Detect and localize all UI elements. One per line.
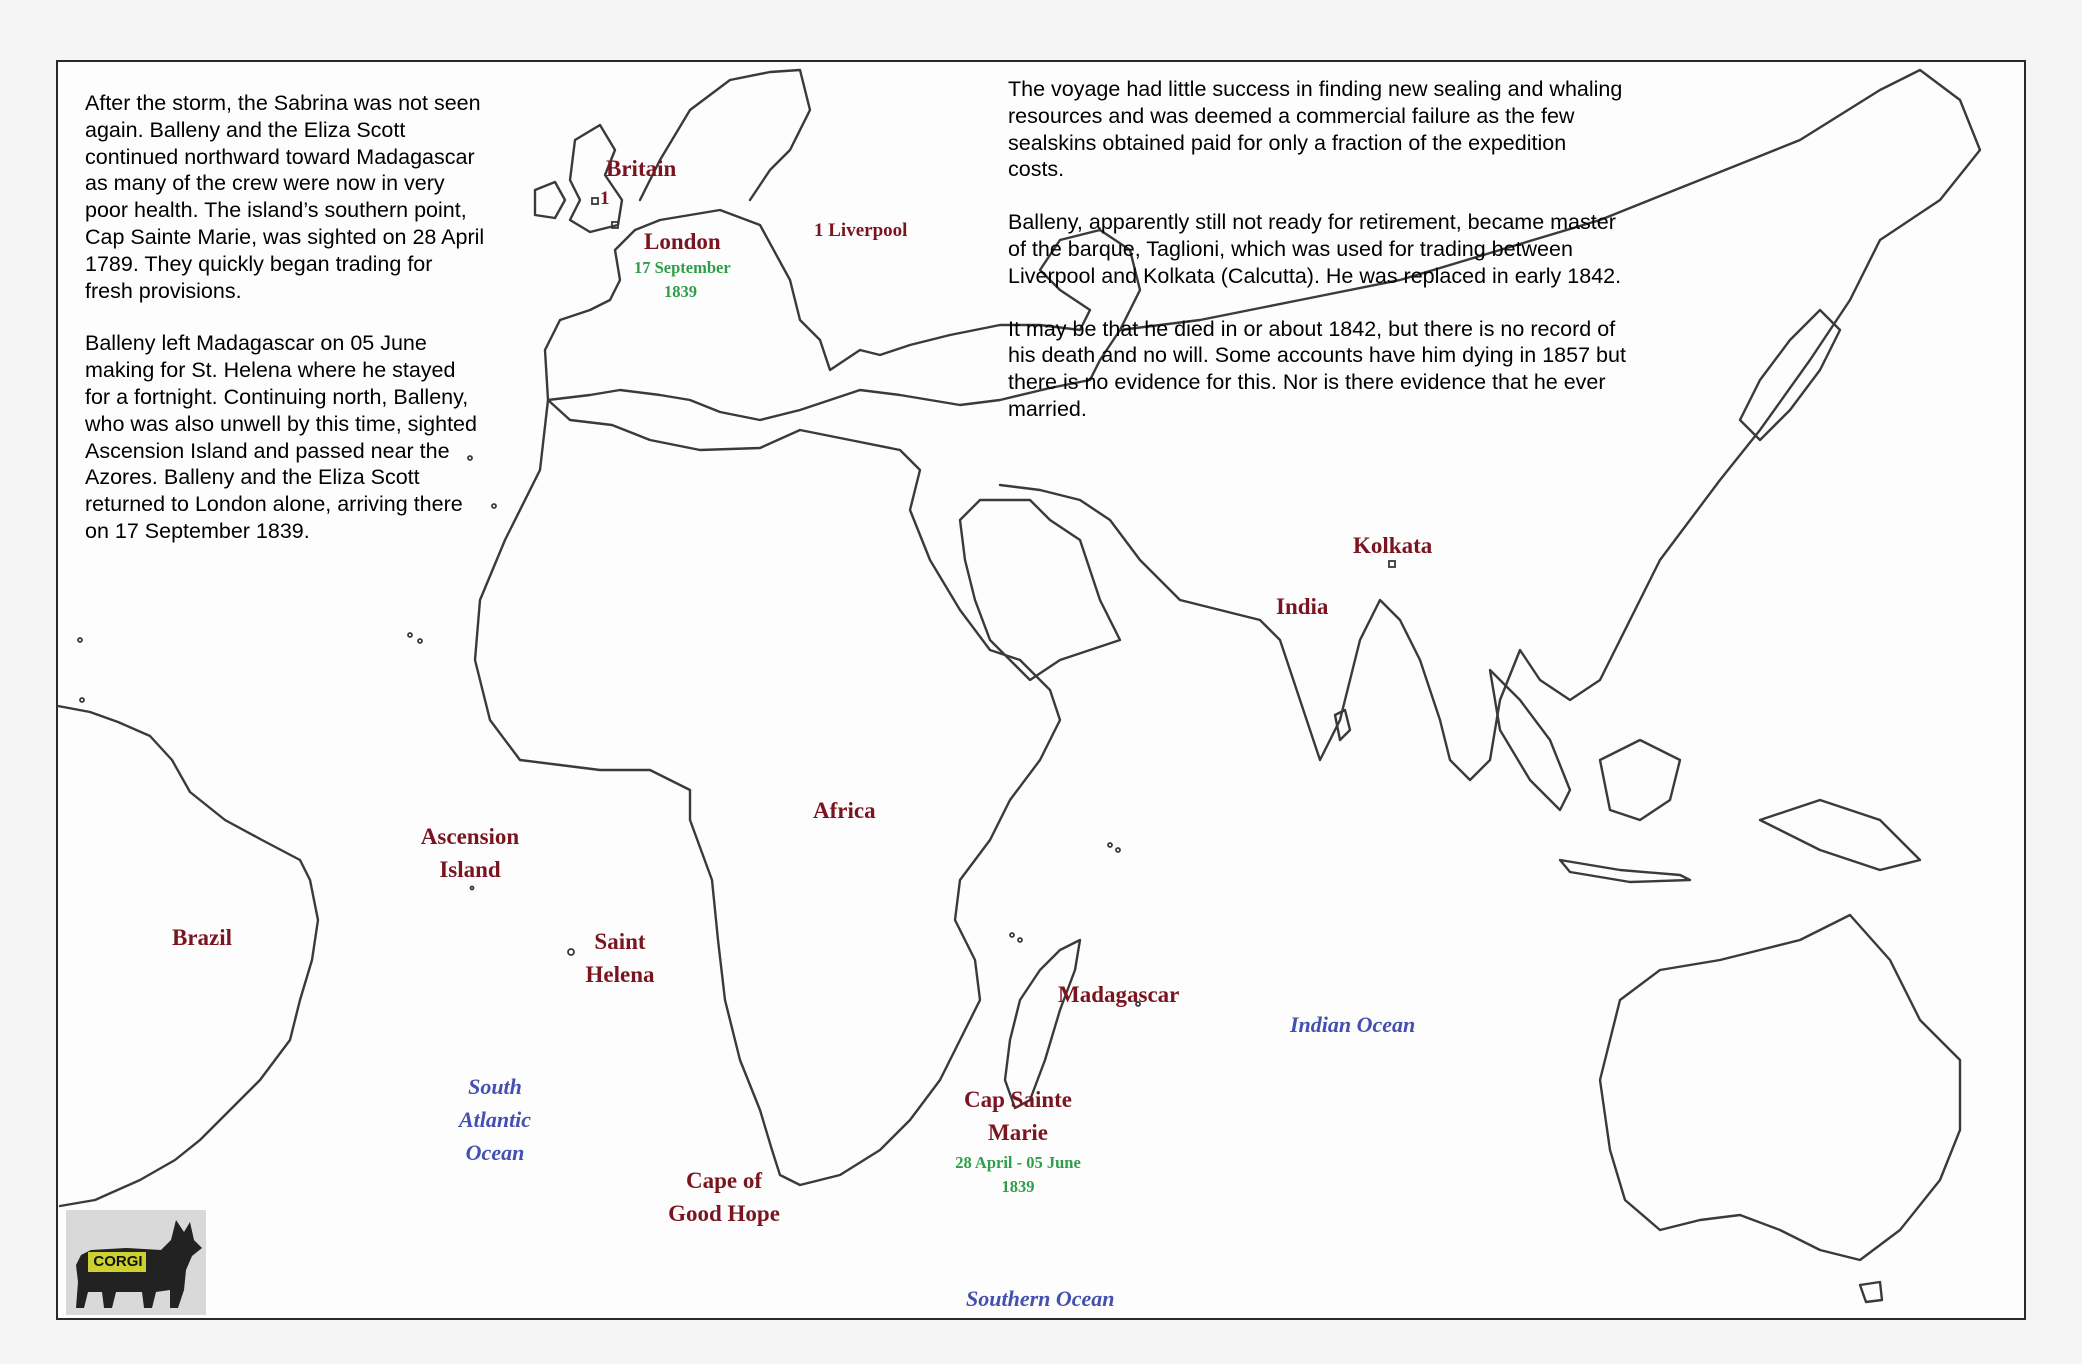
label-london-date: 17 September (634, 258, 731, 277)
label-southern-ocean: Southern Ocean (966, 1286, 1115, 1311)
label-london: London (644, 229, 721, 254)
ireland-coast (535, 182, 565, 218)
label-cape-good-hope-line1: Cape of (685, 1168, 763, 1193)
saint-helena-marker (568, 949, 574, 955)
label-south-atlantic-line1: South (468, 1074, 522, 1099)
label-africa: Africa (813, 798, 876, 823)
label-south-atlantic-line2: Atlantic (458, 1107, 532, 1132)
label-britain: Britain (606, 156, 677, 181)
right-text-block (1008, 76, 1628, 423)
label-liverpool-marker: 1 (600, 188, 610, 209)
south-america-coast (58, 706, 318, 1206)
right-paragraph-3: It may be that he died in or about 1842, but there is no record of his death and no will. Some accounts have him dying in 1857 but there is no evidence for this. Nor is there evidence that he ever married. (1008, 316, 1626, 421)
label-kolkata: Kolkata (1353, 533, 1433, 558)
java-coast (1560, 860, 1690, 882)
label-liverpool-key: 1 Liverpool (814, 220, 908, 241)
australia-coast (1600, 915, 1960, 1260)
label-cap-sainte-marie (952, 1083, 1084, 1149)
label-south-atlantic (448, 1070, 542, 1169)
label-london-year: 1839 (664, 282, 697, 301)
label-brazil: Brazil (172, 925, 233, 950)
label-cap-date-line1: 28 April - 05 June (955, 1153, 1081, 1172)
label-south-atlantic-line3: Ocean (465, 1140, 525, 1165)
borneo-coast (1600, 740, 1680, 820)
new-guinea-coast (1760, 800, 1920, 870)
label-cap-sainte-marie-line1: Cap Sainte (964, 1087, 1072, 1112)
left-paragraph-2: Balleny left Madagascar on 05 June making for St. Helena where he stayed for a fortnight. Continuing north, Balleny, who was also unwell by this time, sighted Ascension Island and passed near the Azores. Balleny and the Eliza Scott returned to London alone, arriving there on 17 September 1839. (85, 331, 477, 543)
corgi-logo-text: CORGI (93, 1253, 143, 1270)
arabia-coast (960, 500, 1120, 680)
label-ascension (412, 820, 528, 886)
label-cape-good-hope-line2: Good Hope (668, 1201, 780, 1226)
tasmania-coast (1860, 1282, 1882, 1302)
label-indian-ocean: Indian Ocean (1290, 1012, 1416, 1037)
liverpool-marker (592, 198, 598, 204)
label-saint-helena-line1: Saint (594, 929, 646, 954)
japan-coast (1740, 310, 1840, 440)
label-cape-good-hope (660, 1164, 788, 1230)
label-ascension-line2: Island (439, 857, 501, 882)
label-cap-date-line2: 1839 (1001, 1177, 1035, 1196)
left-text-block (85, 90, 485, 545)
corgi-logo (66, 1210, 206, 1315)
right-paragraph-1: The voyage had little success in finding new sealing and whaling resources and was deemed a commercial failure as the few sealskins obtained paid for only a fraction of the expedition costs. (1008, 77, 1623, 182)
africa-coast (475, 400, 1060, 1185)
right-paragraph-2: Balleny, apparently still not ready for retirement, became master of the barque, Taglioni, which was used for trading between Liverpool and Kolkata (Calcutta). He was replaced in early 1842. (1008, 210, 1622, 288)
label-madagascar: Madagascar (1058, 982, 1180, 1007)
ascension-marker (471, 887, 474, 890)
label-cap-sainte-marie-line2: Marie (987, 1120, 1048, 1145)
label-ascension-line1: Ascension (420, 824, 520, 849)
label-india: India (1276, 594, 1329, 619)
label-cap-date (938, 1151, 1098, 1199)
label-saint-helena-line2: Helena (585, 962, 655, 987)
left-paragraph-1: After the storm, the Sabrina was not seen again. Balleny and the Eliza Scott continued northward toward Madagascar as many of the crew were now in very poor health. The island’s southern point, Cap Sainte Marie, was sighted on 28 April 1789. They quickly began trading for fresh provisions. (85, 91, 485, 303)
label-saint-helena (576, 925, 664, 991)
